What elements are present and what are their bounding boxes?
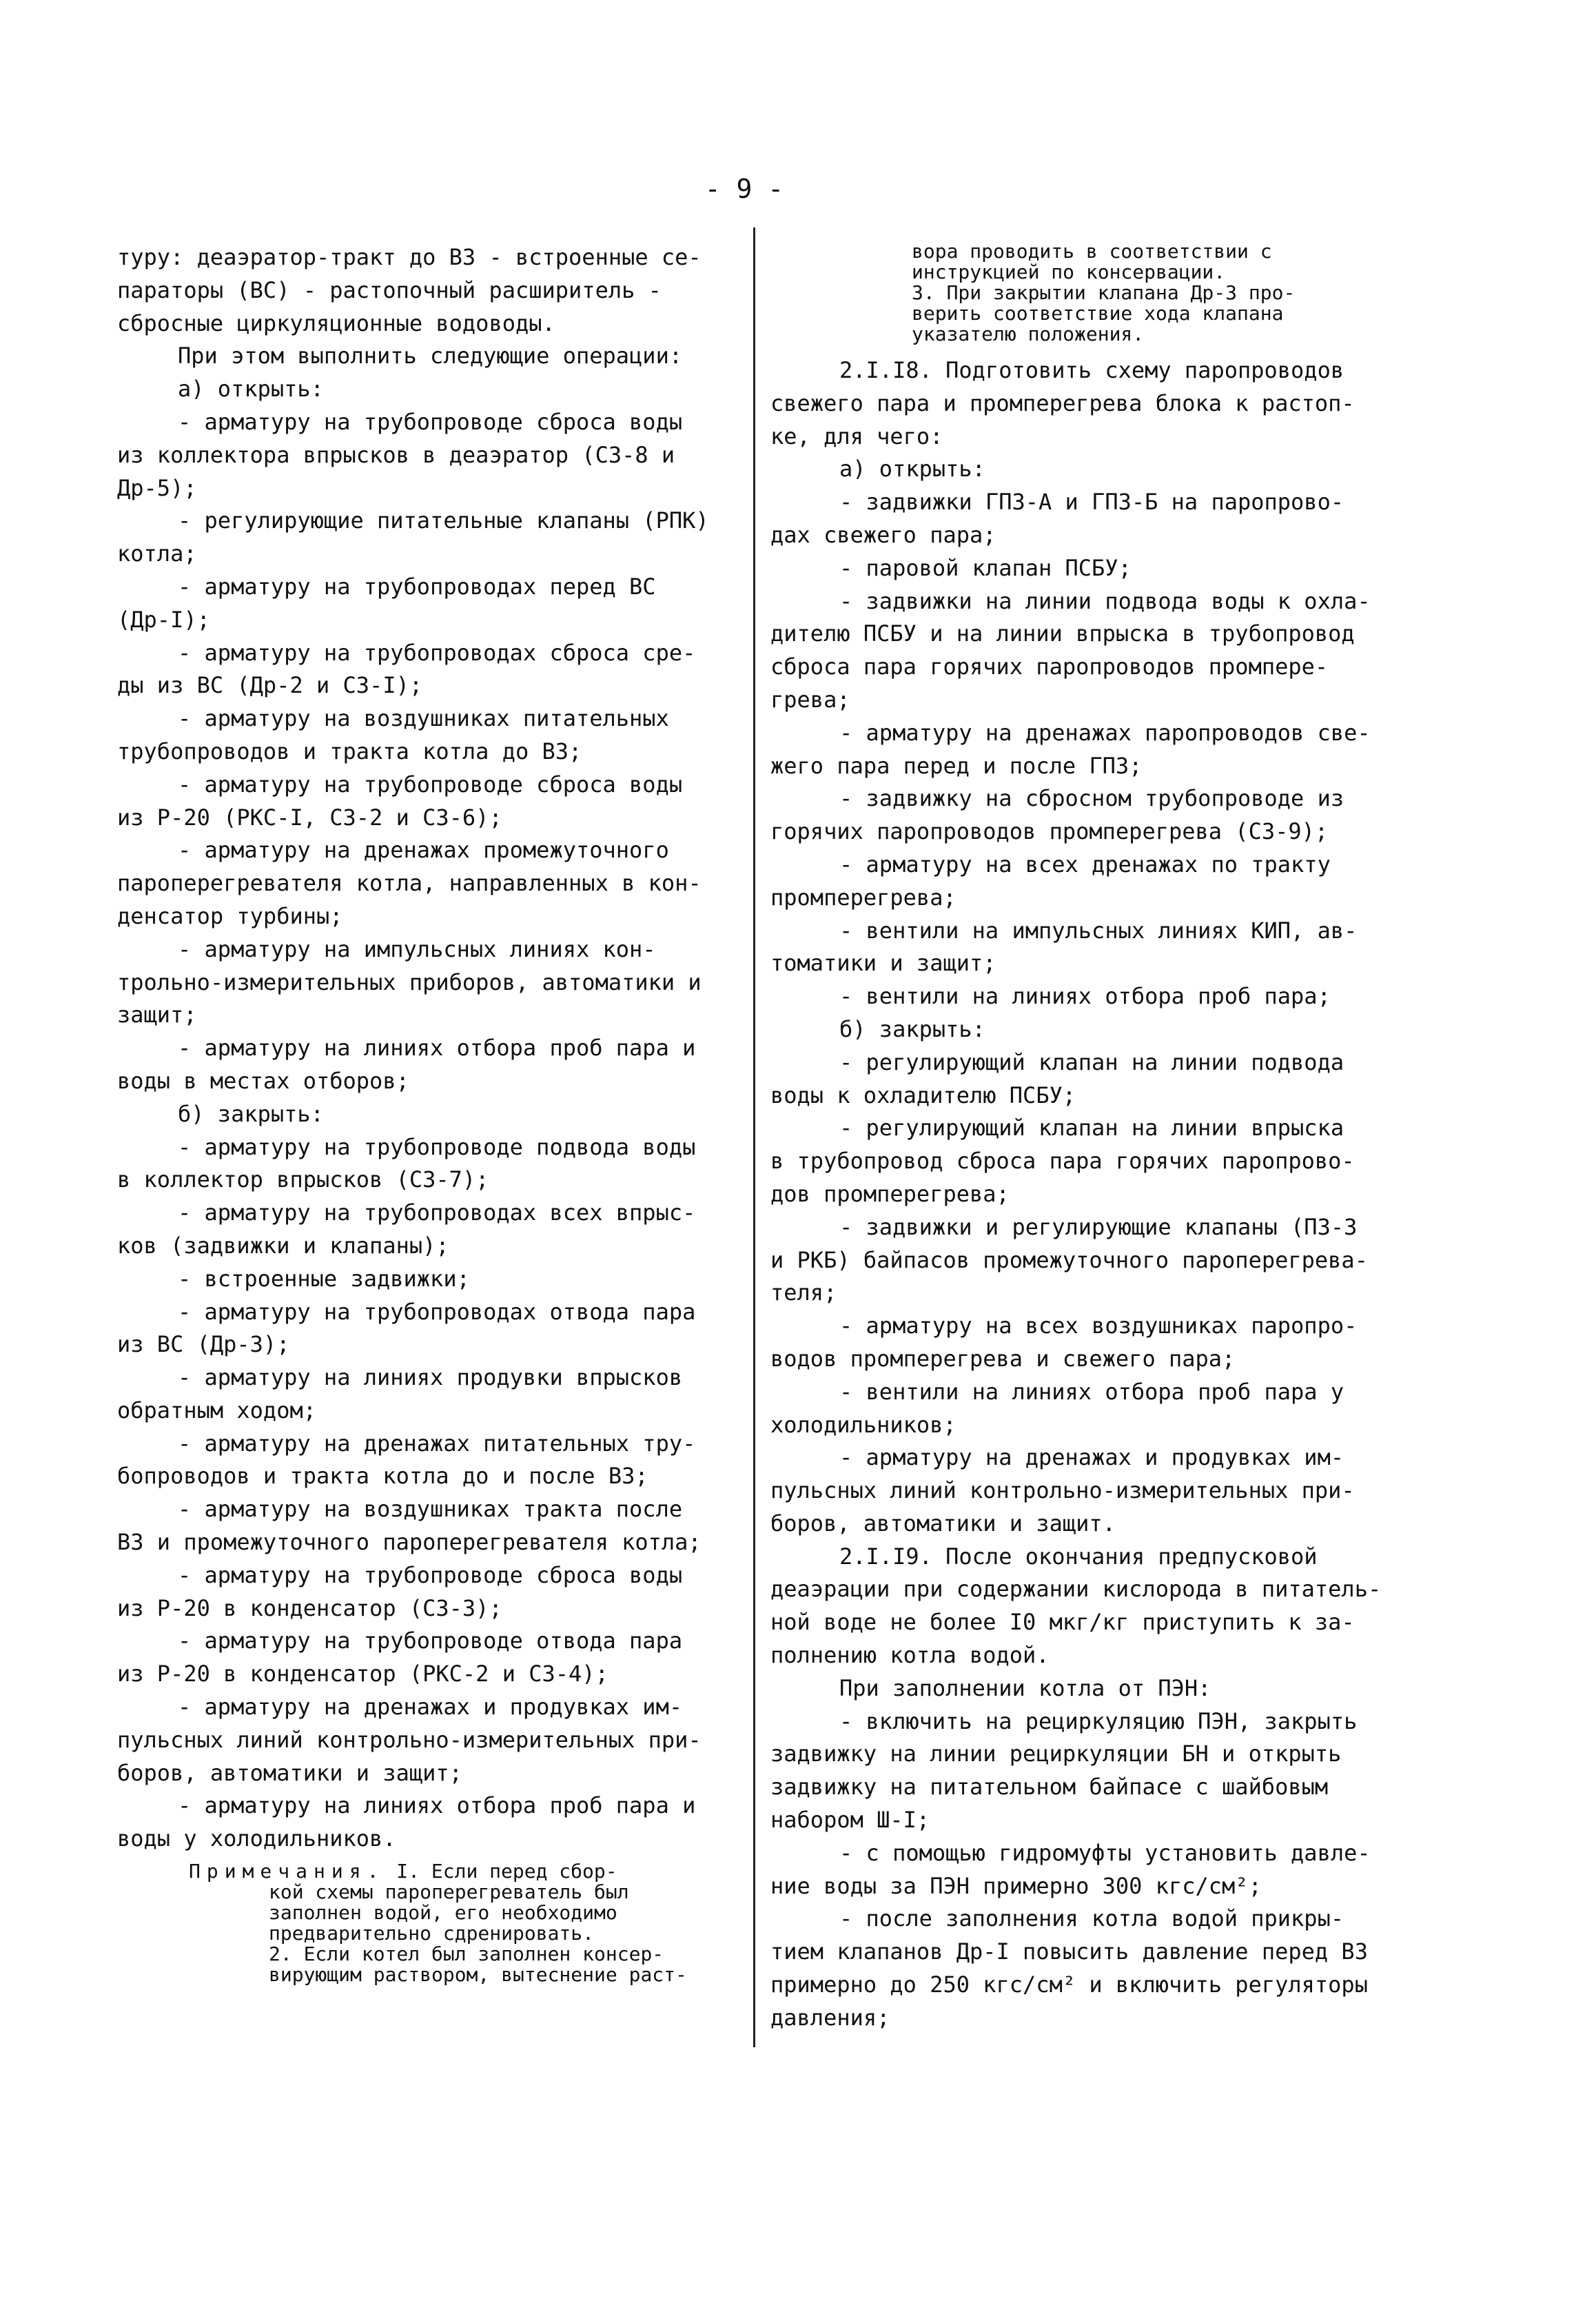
- text-line: - после заполнения котла водой прикры-: [839, 1905, 1344, 1932]
- text-line: трольно-измерительных приборов, автоматики и: [117, 969, 702, 995]
- text-line: примерно до 250 кгс/см² и включить регуляторы: [770, 1971, 1368, 1998]
- text-line: воды у холодильников.: [117, 1825, 396, 1852]
- page-number: - 9 -: [704, 174, 784, 204]
- text-line: - арматуру на всех воздушниках паропро-: [839, 1312, 1358, 1339]
- text-line: - регулирующие питательные клапаны (РПК): [178, 507, 709, 534]
- left-column: [117, 241, 737, 1985]
- footnote-line: 2. Если котел был заполнен консер-: [269, 1943, 664, 1966]
- text-line: ние воды за ПЭН примерно 300 кгс/см²;: [770, 1872, 1262, 1899]
- text-line: набором Ш-I;: [770, 1807, 930, 1834]
- text-line: - арматуру на трубопроводах всех впрыс-: [178, 1199, 696, 1226]
- footnote-label: Примечания.: [189, 1860, 385, 1883]
- text-line: - арматуру на трубопроводах перед ВС: [178, 573, 656, 600]
- text-line: - задвижки на линии подвода воды к охла-: [839, 587, 1371, 614]
- text-line: промперегрева;: [770, 884, 956, 911]
- text-line: - вентили на линиях отбора проб пара;: [839, 983, 1331, 1010]
- text-line: параторы (ВС) - растопочный расширитель -: [117, 276, 662, 303]
- text-line: тием клапанов Др-I повысить давление перед ВЗ: [770, 1938, 1368, 1965]
- text-line: дов промперегрева;: [770, 1180, 1010, 1207]
- text-line: - задвижки и регулирующие клапаны (ПЗ-3: [839, 1213, 1358, 1240]
- text-line: воды к охладителю ПСБУ;: [770, 1082, 1076, 1108]
- text-line: - задвижку на сбросном трубопроводе из: [839, 785, 1344, 812]
- text-line: - арматуру на дренажах промежуточного: [178, 837, 669, 864]
- text-line: - арматуру на дренажах и продувках им-: [178, 1694, 683, 1721]
- text-line: - вентили на линиях отбора проб пара у: [839, 1378, 1344, 1405]
- text-line: б) закрыть:: [178, 1100, 324, 1127]
- text-line: (Др-I);: [117, 606, 210, 633]
- text-line: горячих паропроводов промперегрева (СЗ-9);: [770, 818, 1329, 845]
- text-line: трубопроводов и тракта котла до ВЗ;: [117, 738, 582, 764]
- text-line: - регулирующий клапан на линии подвода: [839, 1048, 1344, 1075]
- text-line: - встроенные задвижки;: [178, 1265, 470, 1292]
- text-line: - арматуру на дренажах и продувках им-: [839, 1444, 1344, 1471]
- text-line: б) закрыть:: [839, 1015, 985, 1042]
- text-line: - паровой клапан ПСБУ;: [839, 554, 1132, 581]
- footnote-line: кой схемы пароперегреватель был: [269, 1880, 629, 1904]
- text-line: - арматуру на трубопроводе сброса воды: [178, 408, 683, 435]
- text-line: в трубопровод сброса пара горячих паропрово-: [770, 1148, 1355, 1175]
- footnote-line: вора проводить в соответствии с: [912, 240, 1272, 263]
- footnote-line: инструкцией по консервации.: [912, 261, 1226, 283]
- footnote-line: верить соответствие хода клапана: [912, 302, 1284, 325]
- text-line: - арматуру на дренажах питательных тру-: [178, 1430, 696, 1457]
- text-line: - арматуру на трубопроводах отвода пара: [178, 1298, 696, 1325]
- text-line: давления;: [770, 2004, 890, 2031]
- text-line: - с помощью гидромуфты установить давле-: [839, 1839, 1371, 1866]
- text-line: пульсных линий контрольно-измерительных при-: [117, 1726, 702, 1753]
- section-heading: 2.I.I9. После окончания предпусковой: [839, 1543, 1318, 1570]
- text-line: пароперегревателя котла, направленных в кон-: [117, 870, 702, 897]
- text-line: водов промперегрева и свежего пара;: [770, 1345, 1236, 1372]
- text-line: - арматуру на дренажах паропроводов све-: [839, 719, 1371, 746]
- text-line: из ВС (Др-3);: [117, 1331, 290, 1358]
- text-line: - арматуру на всех дренажах по тракту: [839, 851, 1331, 878]
- text-line: холодильников;: [770, 1411, 956, 1438]
- text-line: из коллектора впрысков в деаэратор (СЗ-8 и: [117, 441, 675, 468]
- text-line: и РКБ) байпасов промежуточного пароперегрева-: [770, 1246, 1368, 1273]
- text-line: из Р-20 в конденсатор (РКС-2 и СЗ-4);: [117, 1661, 608, 1687]
- text-line: дах свежего пара;: [770, 521, 996, 548]
- text-line: - регулирующий клапан на линии впрыска: [839, 1115, 1344, 1142]
- text-line: задвижку на питательном байпасе с шайбовым: [770, 1774, 1329, 1801]
- text-line: теля;: [770, 1279, 837, 1306]
- text-line: - вентили на импульсных линиях КИП, ав-: [839, 917, 1358, 944]
- text-line: - арматуру на линиях продувки впрысков: [178, 1364, 683, 1391]
- text-line: жего пара перед и после ГПЗ;: [770, 752, 1143, 779]
- footnote-line: предварительно сдренировать.: [269, 1922, 595, 1945]
- text-line: ков (задвижки и клапаны);: [117, 1232, 449, 1259]
- footnote-line: [117, 1861, 737, 1882]
- text-line: - арматуру на трубопроводе сброса воды: [178, 771, 683, 798]
- text-line: воды в местах отборов;: [117, 1067, 409, 1094]
- text-line: полнению котла водой.: [770, 1642, 1050, 1669]
- footnote-text: I. Если перед сбор-: [396, 1860, 617, 1883]
- text-line: - арматуру на трубопроводе отвода пара: [178, 1627, 683, 1654]
- text-line: задвижку на линии рециркуляции БН и открыть: [770, 1741, 1342, 1767]
- text-line: - арматуру на трубопроводе сброса воды: [178, 1561, 683, 1588]
- text-line: сброса пара горячих паропроводов промпере-: [770, 653, 1329, 680]
- text-line: защит;: [117, 1002, 197, 1028]
- text-line: туру: деаэратор-тракт до ВЗ - встроенные се-: [117, 244, 702, 270]
- footnote-line: заполнен водой, его необходимо: [269, 1901, 617, 1925]
- text-line: ВЗ и промежуточного пароперегревателя котла;: [117, 1529, 702, 1556]
- text-line: - включить на рециркуляцию ПЭН, закрыть: [839, 1707, 1358, 1734]
- text-line: грева;: [770, 686, 850, 713]
- text-line: ке, для чего:: [770, 423, 943, 449]
- text-line: котла;: [117, 540, 197, 567]
- section-heading: 2.I.I8. Подготовить схему паропроводов: [839, 357, 1344, 383]
- text-line: а) открыть:: [178, 376, 324, 403]
- text-line: из Р-20 (РКС-I, СЗ-2 и СЗ-6);: [117, 804, 502, 831]
- text-line: - арматуру на воздушниках тракта после: [178, 1496, 683, 1523]
- text-line: - арматуру на линиях отбора проб пара и: [178, 1035, 696, 1062]
- text-line: свежего пара и промперегрева блока к растоп-: [770, 389, 1355, 416]
- text-line: сбросные циркуляционные водоводы.: [117, 310, 555, 336]
- text-line: - арматуру на трубопроводе подвода воды: [178, 1133, 696, 1160]
- text-line: При этом выполнить следующие операции:: [178, 343, 683, 369]
- text-line: ной воде не более I0 мкг/кг приступить к за-: [770, 1609, 1355, 1636]
- column-divider: [753, 227, 755, 2047]
- text-line: а) открыть:: [839, 456, 985, 483]
- text-line: денсатор турбины;: [117, 902, 343, 929]
- text-line: пульсных линий контрольно-измерительных при-: [770, 1477, 1355, 1504]
- text-line: боров, автоматики и защит;: [117, 1759, 462, 1786]
- text-line: томатики и защит;: [770, 950, 996, 977]
- text-line: ды из ВС (Др-2 и СЗ-I);: [117, 672, 423, 699]
- text-line: обратным ходом;: [117, 1397, 316, 1423]
- text-line: из Р-20 в конденсатор (СЗ-3);: [117, 1594, 502, 1621]
- right-column: [770, 241, 1404, 2035]
- footnote-line: указателю положения.: [912, 323, 1145, 345]
- text-line: боров, автоматики и защит.: [770, 1510, 1116, 1537]
- text-line: - арматуру на импульсных линиях кон-: [178, 935, 656, 962]
- text-line: дителю ПСБУ и на линии впрыска в трубопровод: [770, 620, 1355, 647]
- text-line: Др-5);: [117, 474, 197, 501]
- text-line: в коллектор впрысков (СЗ-7);: [117, 1166, 489, 1193]
- text-line: - задвижки ГПЗ-А и ГПЗ-Б на паропрово-: [839, 489, 1344, 516]
- text-line: бопроводов и тракта котла до и после ВЗ;: [117, 1463, 648, 1490]
- footnote-line: вирующим раствором, вытеснение раст-: [269, 1963, 687, 1987]
- footnote-continued: [770, 241, 1404, 345]
- text-line: - арматуру на трубопроводах сброса сре-: [178, 639, 696, 666]
- footnote-block: [117, 1861, 737, 1985]
- footnote-line: 3. При закрытии клапана Др-3 про-: [912, 281, 1296, 304]
- text-line: При заполнении котла от ПЭН:: [839, 1674, 1211, 1701]
- text-line: деаэрации при содержании кислорода в питатель-: [770, 1576, 1382, 1603]
- text-line: - арматуру на линиях отбора проб пара и: [178, 1792, 696, 1819]
- text-line: - арматуру на воздушниках питательных: [178, 705, 669, 732]
